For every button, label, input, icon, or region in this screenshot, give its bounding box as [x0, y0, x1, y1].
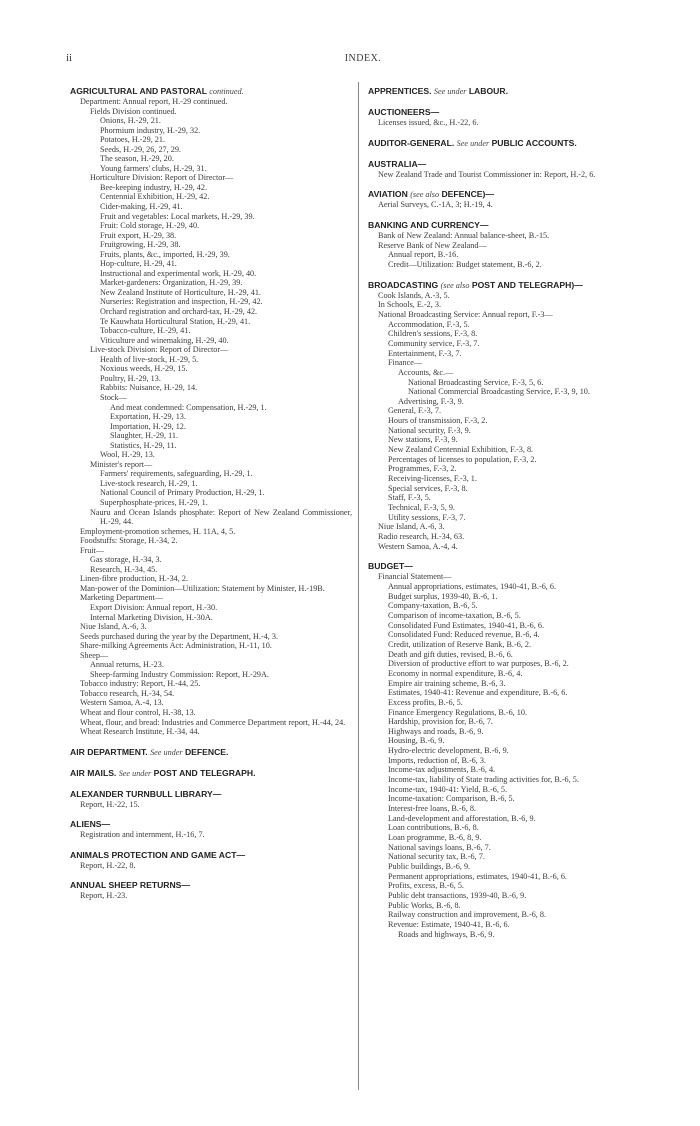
index-entry: Rabbits: Nuisance, H.-29, 14.	[100, 383, 198, 393]
index-entry: Technical, F.-3, 5, 9.	[388, 503, 455, 513]
index-entry: National Broadcasting Service: Annual report, F.-3—	[378, 309, 553, 319]
index-entry: Railway construction and improvement, B.-6, 8.	[388, 910, 547, 920]
index-entry: Orchard registration and orchard-tax, H.-29, 42.	[100, 307, 258, 317]
index-entry: Death and gift duties, revised, B.-6, 6.	[388, 649, 513, 659]
index-entry: Niue Island, A.-6, 3.	[80, 622, 147, 632]
index-entry: Revenue: Estimate, 1940-41, B.-6, 6.	[388, 919, 510, 929]
index-entry: Programmes, F.-3, 2.	[388, 464, 457, 474]
index-entry: Consolidated Fund: Reduced revenue, B.-6, 4.	[388, 630, 540, 640]
cross-reference: DEFENCE.	[184, 746, 229, 757]
cross-reference: PUBLIC ACCOUNTS.	[491, 137, 577, 148]
index-entry: Tobacco-culture, H.-29, 41.	[100, 326, 191, 336]
index-entry: In Schools, E.-2, 3.	[378, 300, 441, 310]
index-entry: Advertising, F.-3, 9.	[398, 396, 464, 406]
index-entry: Reserve Bank of New Zealand—	[378, 240, 487, 250]
heading-text: ALEXANDER TURNBULL LIBRARY	[70, 788, 213, 799]
heading-dash: —	[430, 107, 440, 117]
heading-text: BUDGET	[368, 561, 405, 572]
spacer	[368, 270, 658, 280]
index-entry: Credit—Utilization: Budget statement, B.-6, 2.	[388, 259, 542, 269]
spacer	[368, 97, 658, 107]
index-entry: Cook Islands, A.-3, 5.	[378, 290, 450, 300]
index-entry: Onions, H.-29, 21.	[100, 116, 161, 126]
index-entry: Fruits, plants, &c., imported, H.-29, 39.	[100, 249, 230, 259]
index-entry: Fruit: Cold storage, H.-29, 40.	[100, 221, 200, 231]
index-entry: Fruit and vegetables: Local markets, H.-29, 39.	[100, 211, 255, 221]
index-entry: Public Works, B.-6, 8.	[388, 900, 461, 910]
heading-text: BANKING AND CURRENCY	[368, 219, 480, 230]
index-entry: General, F.-3, 7.	[388, 406, 442, 416]
index-entry: Phormium industry, H.-29, 32.	[100, 125, 201, 135]
index-entry: Sheep—	[80, 650, 109, 660]
index-entry: Loan programme, B.-6, 8, 9.	[388, 833, 482, 843]
index-entry: Report, H.-22, 8.	[80, 860, 136, 870]
index-entry: Permanent appropriations, estimates, 1940-41, B.-6, 6.	[388, 871, 567, 881]
index-entry: Hydro-electric development, B.-6, 9.	[388, 746, 509, 756]
index-entry: Fruit export, H.-29, 38.	[100, 230, 177, 240]
heading-text: ALIENS	[70, 819, 102, 830]
index-heading	[70, 819, 352, 830]
index-entry: Wheat Research Institute, H.-34, 44.	[80, 727, 200, 737]
heading-text: APPRENTICES.	[368, 86, 432, 96]
index-entry: Diversion of productive effort to war purposes, B.-6, 2.	[388, 659, 569, 669]
index-entry: Tobacco research, H.-34, 54.	[80, 688, 175, 698]
index-entry: Fruit—	[80, 545, 105, 555]
index-entry: Annual appropriations, estimates, 1940-41, B.-6, 6.	[388, 581, 557, 591]
index-entry: Receiving-licenses, F.-3, 1.	[388, 474, 477, 484]
index-entry: Public debt transactions, 1939-40, B.-6, 9.	[388, 890, 527, 900]
index-entry: Cider-making, H.-29, 41.	[100, 202, 183, 212]
index-entry: Entertainment, F.-3, 7.	[388, 348, 462, 358]
heading-dash: —	[574, 279, 583, 290]
heading-dash: —	[404, 561, 413, 572]
index-entry: Health of live-stock, H.-29, 5.	[100, 354, 199, 364]
heading-dash: —	[212, 788, 222, 799]
heading-text: AIR MAILS.	[70, 767, 117, 778]
index-entry: Noxious weeds, H.-29, 15.	[100, 364, 188, 374]
index-entry: Finance Emergency Regulations, B.-6, 10.	[388, 707, 528, 717]
index-entry: Nauru and Ocean Islands phosphate: Report of New Zealand Commissioner, H.-29, 44.	[90, 507, 355, 527]
heading-dash: —	[181, 880, 191, 891]
index-entry: Income-tax, liability of State trading activities for, B.-6, 5.	[388, 775, 579, 785]
index-entry: Wheat and flour control, H.-38, 13.	[80, 708, 196, 717]
index-heading	[70, 850, 352, 861]
index-entry: Seeds, H.-29, 26, 27, 29.	[100, 144, 181, 154]
index-entry: New Zealand Trade and Tourist Commissioner in: Report, H.-2, 6.	[378, 169, 596, 179]
index-entry: Horticulture Division: Report of Director—	[90, 173, 234, 183]
index-entry: The season, H.-29, 20.	[100, 154, 174, 164]
heading-note: (see also	[440, 280, 470, 290]
spacer	[70, 870, 352, 880]
heading-note: See under	[118, 768, 152, 778]
index-heading	[70, 768, 352, 779]
index-entry: Income-tax adjustments, B.-6, 4.	[388, 765, 496, 775]
column-divider	[358, 82, 359, 1090]
index-entry: Accounts, &c.—	[398, 367, 454, 377]
index-entry: Marketing Department—	[80, 593, 163, 603]
index-entry: Western Samoa, A.-4, 4.	[378, 541, 458, 551]
index-entry: Research, H.-34, 45.	[90, 564, 158, 574]
index-entry: Special services, F.-3, 8.	[388, 483, 468, 493]
spacer	[368, 179, 658, 189]
heading-text: BROADCASTING	[368, 279, 439, 290]
index-entry: Internal Marketing Division, H.-30A.	[90, 612, 213, 622]
heading-dash: —	[236, 849, 246, 860]
index-entry: Market-gardeners: Organization, H.-29, 39.	[100, 278, 243, 288]
index-entry: Children's sessions, F.-3, 8.	[388, 329, 478, 339]
index-column-left	[70, 86, 355, 1116]
index-entry: New Zealand Institute of Horticulture, H.-29, 41.	[100, 287, 261, 297]
heading-text: AUCTIONEERS	[368, 107, 431, 117]
index-entry: Wool, H.-29, 13.	[100, 450, 155, 460]
index-entry: Linen-fibre production, H.-34, 2.	[80, 574, 189, 584]
index-entry: Farmers' requirements, safeguarding, H.-29, 1.	[100, 469, 253, 479]
spacer	[70, 737, 352, 747]
index-entry: Nurseries: Registration and inspection, H.-29, 42.	[100, 297, 263, 307]
index-entry: Highways and roads, B.-6, 9.	[388, 726, 484, 736]
index-entry: Te Kauwhata Horticultural Station, H.-29, 41.	[100, 316, 251, 326]
index-entry: Gas storage, H.-34, 3.	[90, 555, 162, 565]
cross-reference: DEFENCE)	[441, 189, 486, 200]
cross-reference: LABOUR.	[468, 86, 508, 96]
spacer	[368, 551, 658, 561]
index-entry: Live-stock Division: Report of Director—	[90, 345, 229, 355]
index-entry: Slaughter, H.-29, 11.	[110, 431, 179, 441]
index-entry: Consolidated Fund Estimates, 1940-41, B.-6, 6.	[388, 620, 545, 630]
heading-text: AUSTRALIA	[368, 158, 418, 169]
heading-text: ANIMALS PROTECTION AND GAME ACT	[70, 849, 237, 860]
index-entry: National Council of Primary Production, H.-29, 1.	[100, 488, 265, 498]
index-entry: Live-stock research, H.-29, 1.	[100, 478, 198, 488]
index-entry: Export Division: Annual report, H.-30.	[90, 602, 218, 612]
heading-text: ANNUAL SHEEP RETURNS	[70, 880, 182, 891]
heading-text: AGRICULTURAL AND PASTORAL	[70, 86, 207, 96]
index-entry: National savings loans, B.-6, 7.	[388, 842, 491, 852]
index-entry: Accommodation, F.-3, 5.	[388, 319, 470, 329]
index-heading	[70, 86, 352, 97]
index-entry: Importation, H.-29, 12.	[110, 421, 186, 431]
heading-dash: —	[417, 158, 427, 169]
heading-dash: —	[101, 819, 111, 830]
spacer	[70, 840, 352, 850]
index-entry: Land-development and afforestation, B.-6, 9.	[388, 813, 536, 823]
heading-note: See under	[456, 138, 490, 148]
index-entry: Economy in normal expenditure, B.-6, 4.	[388, 668, 523, 678]
index-entry: Radio research, H.-34, 63.	[378, 532, 465, 541]
index-entry: National security, F.-3, 9.	[388, 425, 471, 435]
heading-text: AIR DEPARTMENT.	[70, 746, 148, 757]
index-entry: Utility sessions, F.-3, 7.	[388, 512, 466, 522]
index-entry: Fruitgrowing, H.-29, 38.	[100, 240, 181, 250]
index-entry: Young farmers' clubs, H.-29, 31.	[100, 163, 207, 173]
index-entry: Annual report, B.-16.	[388, 250, 459, 260]
index-entry: Hardship, provision for, B.-6, 7.	[388, 717, 493, 727]
index-entry: New Zealand Centennial Exhibition, F.-3, 8.	[388, 445, 534, 455]
index-entry: Stock—	[100, 392, 127, 402]
cross-reference: POST AND TELEGRAPH)	[471, 279, 575, 290]
index-entry: National security tax, B.-6, 7.	[388, 852, 485, 862]
index-entry: Percentages of licenses to population, F.-3, 2.	[388, 454, 537, 464]
index-heading	[368, 220, 658, 231]
index-entry: Exportation, H.-29, 13.	[110, 412, 186, 422]
index-entry: Community service, F.-3, 7.	[388, 338, 480, 348]
index-entry: Excess profits, B.-6, 5.	[388, 697, 463, 707]
index-entry: Viticulture and winemaking, H.-29, 40.	[100, 335, 229, 345]
heading-note: continued.	[209, 87, 244, 96]
heading-note: See under	[150, 747, 183, 757]
spacer	[70, 758, 352, 768]
index-entry: Empire air training scheme, B.-6, 3.	[388, 678, 506, 688]
index-entry: Superphosphate-prices, H.-29, 1.	[100, 497, 208, 507]
index-entry: Share-milking Agreements Act: Administration, H.-11, 10.	[80, 641, 272, 651]
index-entry: Profits, excess, B.-6, 5.	[388, 881, 464, 891]
index-entry: Budget surplus, 1939-40, B.-6, 1.	[388, 591, 498, 601]
index-entry: Licenses issued, &c., H.-22, 6.	[378, 118, 479, 127]
index-heading	[70, 789, 352, 800]
index-entry: Interest-free loans, B.-6, 8.	[388, 804, 476, 814]
index-entry: Niue Island, A.-6, 3.	[378, 522, 445, 532]
spacer	[70, 809, 352, 819]
index-entry: Fields Division continued.	[90, 106, 177, 116]
heading-text: AVIATION	[368, 189, 408, 200]
index-entry: Credit, utilization of Reserve Bank, B.-6, 2.	[388, 639, 532, 649]
index-entry: Department: Annual report, H.-29 continued.	[80, 97, 228, 106]
index-entry: Income-tax, 1940-41: Yield, B.-6, 5.	[388, 784, 508, 794]
heading-text: AUDITOR-GENERAL.	[368, 137, 455, 148]
index-entry: Centennial Exhibition, H.-29, 42.	[100, 192, 210, 202]
index-entry: Finance—	[388, 358, 423, 368]
index-entry: Report, H.-23.	[80, 891, 128, 901]
index-entry: Instructional and experimental work, H.-29, 40.	[100, 268, 257, 278]
heading-note: See under	[433, 87, 467, 96]
index-entry: Public buildings, B.-6, 9.	[388, 862, 471, 871]
index-entry: Company-taxation, B.-6, 5.	[388, 601, 478, 611]
index-entry: Tobacco industry: Report, H.-44, 25.	[80, 679, 201, 689]
spacer	[368, 210, 658, 220]
page-number: ii	[66, 52, 73, 64]
index-entry: Western Samoa, A.-4, 13.	[80, 698, 164, 708]
index-heading	[368, 107, 658, 118]
index-heading	[70, 747, 352, 758]
index-heading	[368, 189, 658, 200]
heading-note: (see also	[410, 190, 440, 200]
index-heading	[368, 159, 658, 170]
index-entry: Man-power of the Dominion—Utilization: Statement by Minister, H.-19B.	[80, 583, 325, 593]
index-entry: Imports, reduction of, B.-6, 3.	[388, 755, 487, 765]
page-header	[66, 52, 660, 66]
index-heading	[70, 880, 352, 891]
index-entry: Aerial Surveys, C.-1A, 3; H.-19, 4.	[378, 200, 493, 210]
index-entry: Estimates, 1940-41: Revenue and expenditure, B.-6, 6.	[388, 688, 568, 698]
index-entry: Loan contributions, B.-6, 8.	[388, 823, 479, 833]
heading-dash: —	[479, 219, 489, 230]
index-entry: Hop-culture, H.-29, 41.	[100, 259, 177, 269]
index-entry: National Commercial Broadcasting Service, F.-3, 9, 10.	[408, 387, 590, 397]
cross-reference: POST AND TELEGRAPH.	[153, 767, 256, 778]
index-entry: Sheep-farming Industry Commission: Report, H.-29A.	[90, 669, 269, 679]
spacer	[70, 779, 352, 789]
index-entry: Bee-keeping industry, H.-29, 42.	[100, 182, 208, 192]
index-entry: Wheat, flour, and bread: Industries and Commerce Department report, H.-44, 24.	[80, 717, 346, 727]
index-entry: Minister's report—	[90, 459, 153, 469]
index-entry: Staff, F.-3, 5.	[388, 493, 431, 503]
index-entry: National Broadcasting Service, F.-3, 5, 6.	[408, 377, 544, 387]
index-entry: Roads and highways, B.-6, 9.	[398, 929, 495, 939]
index-entry: Foodstuffs: Storage, H.-34, 2.	[80, 536, 178, 546]
index-heading	[368, 280, 658, 291]
index-entry: Registration and internment, H.-16, 7.	[80, 830, 205, 840]
index-entry: Employment-promotion schemes, H. 11A, 4, 5.	[80, 526, 236, 536]
index-column-right	[368, 86, 658, 1116]
index-entry: Hours of transmission, F.-3, 2.	[388, 416, 488, 426]
index-entry: Income-taxation: Comparison, B.-6, 5.	[388, 794, 515, 804]
index-entry: Annual returns, H.-23.	[90, 660, 164, 670]
index-entry: Report, H.-22, 15.	[80, 799, 140, 809]
index-entry: And meat condemned: Compensation, H.-29, 1.	[110, 402, 267, 412]
index-heading	[368, 138, 658, 149]
index-entry: Comparison of income-taxation, B.-6, 5.	[388, 610, 521, 620]
index-entry: Poultry, H.-29, 13.	[100, 373, 161, 383]
index-entry: Seeds purchased during the year by the Department, H.-4, 3.	[80, 631, 279, 641]
index-heading	[368, 561, 658, 572]
index-entry: Housing, B.-6, 9.	[388, 736, 445, 746]
index-entry: Statistics, H.-29, 11.	[110, 440, 177, 450]
spacer	[368, 128, 658, 138]
index-entry: Potatoes, H.-29, 21.	[100, 135, 166, 145]
index-entry: Financial Statement—	[378, 572, 452, 582]
index-heading	[368, 86, 658, 97]
index-entry: Bank of New Zealand: Annual balance-sheet, B.-15.	[378, 230, 550, 240]
page-title: INDEX.	[344, 53, 382, 64]
heading-dash: —	[485, 189, 494, 200]
spacer	[368, 149, 658, 159]
index-entry: New stations, F.-3, 9.	[388, 435, 458, 445]
